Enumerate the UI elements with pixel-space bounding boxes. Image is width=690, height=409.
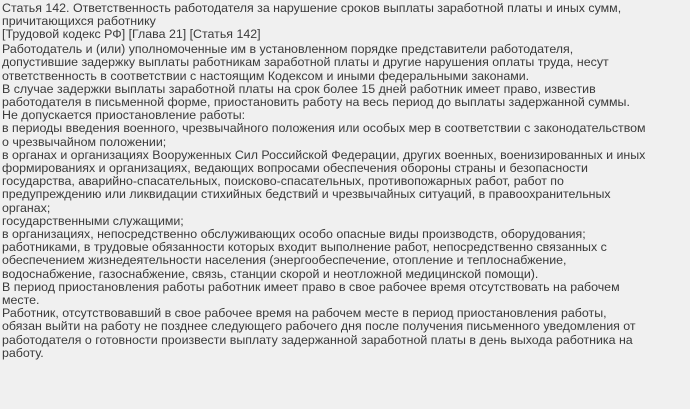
paragraph-line: допустившие задержку выплаты работникам заработной платы и другие нарушения оплаты труда, несут: [2, 55, 609, 70]
paragraph-line: В период приостановления работы работник имеет право в свое рабочее время отсутствовать на рабочем: [2, 279, 620, 294]
list-item-martial-law: [2, 122, 690, 148]
paragraph-line: Не допускается приостановление работы:: [2, 108, 246, 123]
paragraph-line: обеспечением жизнедеятельности населения (энергообеспечение, отопление и теплоснабжение,: [2, 253, 567, 268]
paragraph-line: ответственность в соответствии с настоящим Кодексом и иными федеральными законами.: [2, 68, 530, 83]
list-item-armed-forces: [2, 149, 690, 215]
paragraph-line: работу.: [2, 345, 44, 360]
paragraph-line: предупреждению или ликвидации стихийных бедствий и чрезвычайных ситуаций, в правоохранительных: [2, 187, 611, 202]
paragraph-line: государства, аварийно-спасательных, поисково-спасательных, противопожарных работ, работ по: [2, 174, 564, 189]
paragraph-line: государственными служащими;: [2, 213, 184, 228]
paragraph-line: формированиях и организациях, ведающих вопросами обеспечения обороны страны и безопасности: [2, 161, 588, 176]
paragraph-line: В случае задержки выплаты заработной платы на срок более 15 дней работник имеет право, известив: [2, 81, 596, 96]
paragraph-line: в периоды введения военного, чрезвычайного положения или особых мер в соответствии с законодательством: [2, 121, 646, 136]
paragraph-line: о чрезвычайном положении;: [2, 134, 167, 149]
paragraph-delay-15-days: [2, 83, 690, 109]
article-title-line: причитающихся работнику: [2, 14, 156, 29]
paragraph-line: работодателя о готовности произвести выплату задержанной заработной платы в день выхода работника на: [2, 332, 633, 347]
paragraph-line: органах;: [2, 200, 51, 215]
paragraph-return-obligation: [2, 307, 690, 360]
paragraph-line: водоснабжение, газоснабжение, связь, станции скорой и неотложной медицинской помощи).: [2, 266, 539, 281]
paragraph-line: работодателя в письменной форме, приостановить работу на весь период до выплаты задержанной суммы.: [2, 95, 630, 110]
paragraph-line: месте.: [2, 293, 40, 308]
list-item-life-support: [2, 241, 690, 281]
breadcrumb: [Трудовой кодекс РФ] [Глава 21] [Статья 142]: [2, 27, 261, 42]
article-header: [2, 2, 690, 42]
paragraph-line: Работодатель и (или) уполномоченные им в установленном порядке представители работодателя,: [2, 42, 574, 57]
paragraph-employer-liability: [2, 43, 690, 83]
paragraph-line: в органах и организациях Вооруженных Сил Российской Федерации, других военных, военизированных и иных: [2, 147, 646, 162]
paragraph-line: работниками, в трудовые обязанности которых входит выполнение работ, непосредственно связанных с: [2, 240, 607, 255]
paragraph-line: обязан выйти на работу не позднее следующего рабочего дня после получения письменного уведомления от: [2, 319, 636, 334]
article-title-line: Статья 142. Ответственность работодателя за нарушение сроков выплаты заработной платы и иных сумм,: [2, 1, 622, 15]
paragraph-line: Работник, отсутствовавший в свое рабочее время на рабочем месте в период приостановления работы,: [2, 306, 607, 321]
paragraph-line: в организациях, непосредственно обслуживающих особо опасные виды производств, оборудования;: [2, 227, 586, 242]
paragraph-absence-right: [2, 281, 690, 307]
